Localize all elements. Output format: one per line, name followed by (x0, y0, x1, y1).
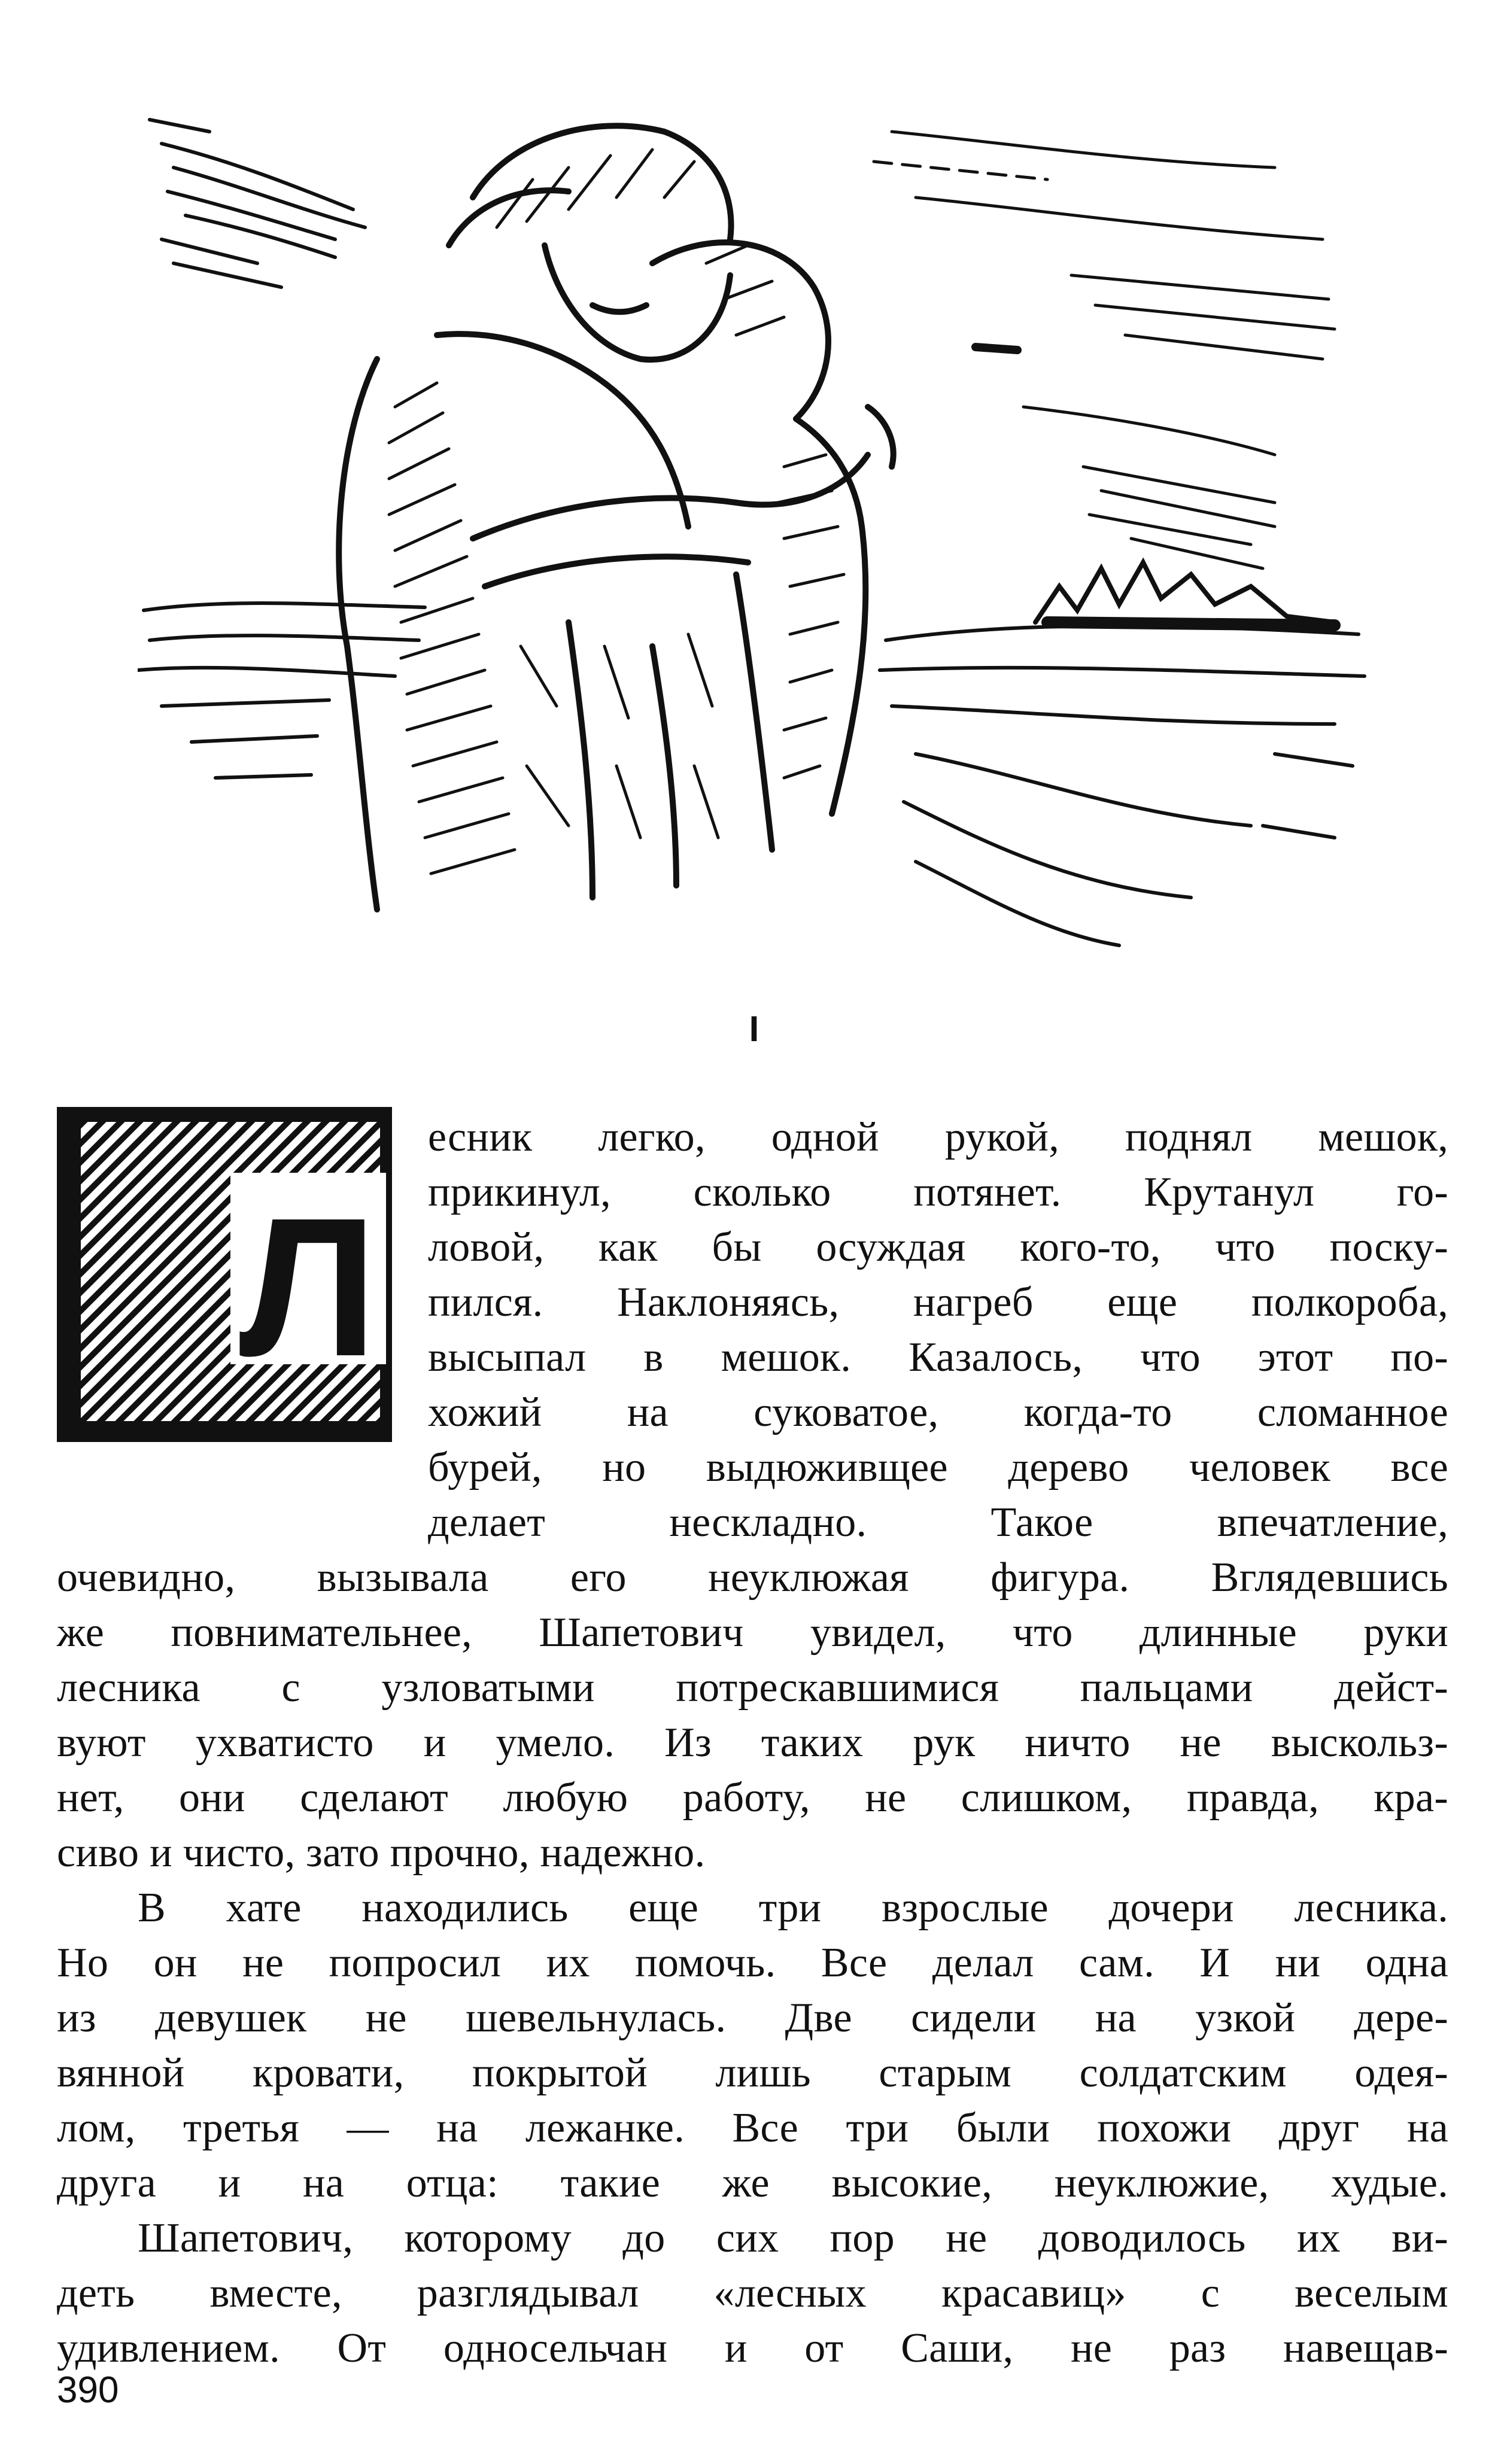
text-line: делает нескладно. Такое впечатление, (428, 1499, 1448, 1546)
text-line: есник легко, одной рукой, поднял мешок, (428, 1114, 1448, 1160)
embracing-couple-illustration (138, 48, 1383, 957)
text-line: деть вместе, разглядывал «лесных красавиц» с веселым (57, 2270, 1448, 2316)
chapter-number: I (749, 1009, 759, 1049)
text-line: вянной кровати, покрытой лишь старым солдатским одея- (57, 2050, 1448, 2096)
text-line: удивлением. От односельчан и от Саши, не раз навещав- (57, 2325, 1448, 2371)
page-number: 390 (57, 2369, 119, 2411)
text-line: из девушек не шевельнулась. Две сидели на узкой дере- (57, 1995, 1448, 2041)
text-line: лом, третья — на лежанке. Все три были похожи друг на (57, 2105, 1448, 2151)
text-line: В хате находились еще три взрослые дочери лесника. (138, 1885, 1448, 1931)
text-line: пился. Наклоняясь, нагреб еще полкороба, (428, 1279, 1448, 1325)
text-line: очевидно, вызывала его неуклюжая фигура. Вглядевшись (57, 1555, 1448, 1601)
text-line: хожий на суковатое, когда-то сломанное (428, 1389, 1448, 1435)
text-line: высыпал в мешок. Казалось, что этот по- (428, 1334, 1448, 1380)
text-line: Шапетович, которому до сих пор не доводилось их ви- (138, 2215, 1448, 2261)
text-line: ловой, как бы осуждая кого-то, что поску- (428, 1224, 1448, 1270)
text-line: бурей, но выдюживщее дерево человек все (428, 1444, 1448, 1490)
drop-cap-letter: Л (239, 1176, 378, 1397)
text-line: лесника с узловатыми потрескавшимися пальцами дейст- (57, 1665, 1448, 1711)
text-line: нет, они сделают любую работу, не слишком, правда, кра- (57, 1775, 1448, 1821)
text-line: сиво и чисто, зато прочно, надежно. (57, 1830, 706, 1876)
text-line: друга и на отца: такие же высокие, неуклюжие, худые. (57, 2160, 1448, 2206)
drop-cap-ornament (57, 1107, 392, 1442)
text-line: же повнимательнее, Шапетович увидел, что длинные руки (57, 1610, 1448, 1656)
text-line: прикинул, сколько потянет. Крутанул го- (428, 1169, 1448, 1215)
text-line: Но он не попросил их помочь. Все делал сам. И ни одна (57, 1940, 1448, 1986)
text-line: вуют ухватисто и умело. Из таких рук ничто не выскольз- (57, 1720, 1448, 1766)
